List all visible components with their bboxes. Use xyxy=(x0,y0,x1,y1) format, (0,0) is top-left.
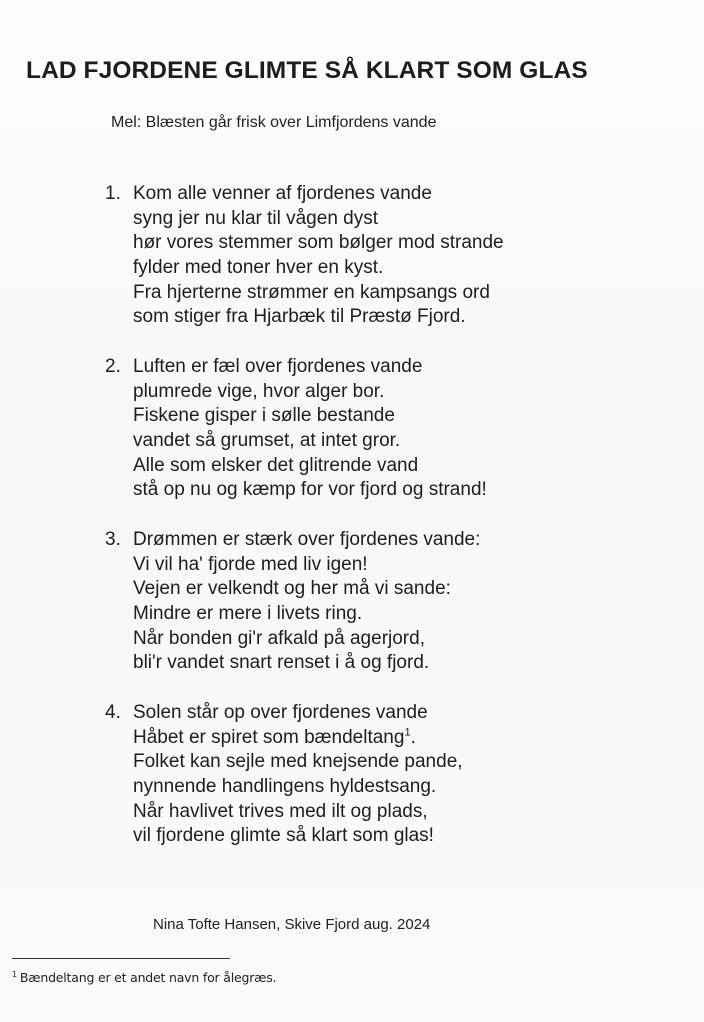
verse-number: 4. xyxy=(105,702,121,723)
verse-line: Fiskene gisper i sølle bestande xyxy=(133,405,395,427)
verse-2 xyxy=(105,355,487,503)
verse-number: 2. xyxy=(105,356,121,377)
verse-line: Folket kan sejle med knejsende pande, xyxy=(133,751,463,773)
verse-line: Vejen er velkendt og her må vi sande: xyxy=(133,578,451,600)
verse-line-with-footnote xyxy=(133,726,463,751)
footnote xyxy=(12,970,276,985)
verse-number: 1. xyxy=(105,183,121,204)
verse-lines xyxy=(133,701,463,849)
verse-1 xyxy=(105,182,504,330)
verse-line: Mindre er mere i livets ring. xyxy=(133,603,363,625)
verse-3 xyxy=(105,528,480,676)
verse-line: Drømmen er stærk over fjordenes vande: xyxy=(133,529,481,550)
song-title: LAD FJORDENE GLIMTE SÅ KLART SOM GLAS xyxy=(26,57,588,84)
verse-line-end: . xyxy=(410,726,416,748)
verse-line: bli'r vandet snart renset i å og fjord. xyxy=(133,652,430,674)
verse-lines xyxy=(133,182,504,330)
verse-line: vil fjordene glimte så klart som glas! xyxy=(133,825,434,847)
verse-lines xyxy=(133,528,480,676)
verse-line: stå op nu og kæmp for vor fjord og strand! xyxy=(133,479,487,501)
verse-line: Luften er fæl over fjordenes vande xyxy=(133,356,423,377)
footnote-text: Bændeltang er et andet navn for ålegræs. xyxy=(19,970,277,985)
verse-lines xyxy=(133,355,487,503)
verse-line: Når bonden gi'r afkald på agerjord, xyxy=(133,627,425,649)
verse-line: fylder med toner hver en kyst. xyxy=(133,257,384,279)
footnote-divider xyxy=(12,958,230,959)
melody-note: Mel: Blæsten går frisk over Limfjordens vande xyxy=(111,114,437,131)
verse-line: Alle som elsker det glitrende vand xyxy=(133,454,419,476)
footnote-mark: 1 xyxy=(12,969,17,979)
verse-line: syng jer nu klar til vågen dyst xyxy=(133,207,379,229)
verse-line: Fra hjerterne strømmer en kampsangs ord xyxy=(133,281,490,303)
verse-line: Når havlivet trives med ilt og plads, xyxy=(133,800,428,822)
verse-line: Vi vil ha' fjorde med liv igen! xyxy=(133,553,368,575)
verse-line-text: Håbet er spiret som bændeltang xyxy=(133,726,405,748)
author-credit: Nina Tofte Hansen, Skive Fjord aug. 2024 xyxy=(153,916,431,933)
verse-number: 3. xyxy=(105,529,121,550)
verse-line: som stiger fra Hjarbæk til Præstø Fjord. xyxy=(133,306,466,328)
verse-line: plumrede vige, hvor alger bor. xyxy=(133,380,385,402)
footnote-reference: 1 xyxy=(404,726,411,739)
verse-line: Solen står op over fjordenes vande xyxy=(133,702,428,723)
verse-line: hør vores stemmer som bølger mod strande xyxy=(133,232,504,254)
verse-4 xyxy=(105,701,463,849)
verse-line: vandet så grumset, at intet gror. xyxy=(133,430,401,452)
verse-line: Kom alle venner af fjordenes vande xyxy=(133,183,432,204)
verse-line: nynnende handlingens hyldestsang. xyxy=(133,776,437,798)
